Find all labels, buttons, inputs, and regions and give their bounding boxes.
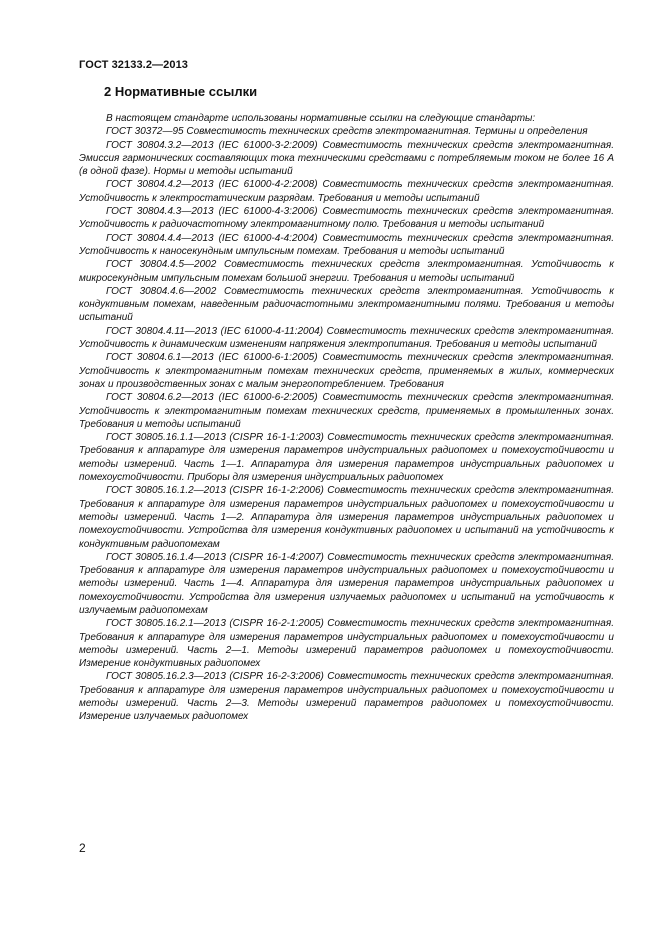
reference-item: ГОСТ 30805.16.1.2—2013 (CISPR 16-1-2:2006) Совместимость технических средств электромагнитная. Требования к аппаратуре для измерения параметров индустриальных радиопомех и помехоустойчивости и методы измерений. Часть 1—2. Аппаратура для измерения параметров индустриальных радиопомех и помехоустойчивости. Устройства для измерения кондуктивных радиопомех и испытаний на устойчивость к кондуктивным радиопомехам [79, 485, 614, 550]
reference-item: ГОСТ 30804.6.1—2013 (IEC 61000-6-1:2005) Совместимость технических средств электромагнитная. Устойчивость к электромагнитным помехам технических средств, применяемых в жилых, коммерческих зонах и производственных зонах с малым энергопотреблением. Требования [79, 352, 614, 390]
reference-item: ГОСТ 30805.16.2.3—2013 (CISPR 16-2-3:2006) Совместимость технических средств электромагнитная. Требования к аппаратуре для измерения параметров индустриальных радиопомех и помехоустойчивости и методы измерений. Часть 2—3. Методы измерений параметров радиопомех и помехоустойчивости. Измерение излучаемых радиопомех [79, 671, 614, 723]
document-header: ГОСТ 32133.2—2013 [79, 59, 189, 71]
reference-item: ГОСТ 30372—95 Совместимость технических средств электромагнитная. Термины и определения [106, 126, 588, 138]
references-body [79, 112, 614, 724]
intro-paragraph: В настоящем стандарте использованы нормативные ссылки на следующие стандарты: [106, 113, 536, 124]
reference-item: ГОСТ 30804.4.3—2013 (IEC 61000-4-3:2006) Совместимость технических средств электромагнитная. Устойчивость к радиочастотному электромагнитному полю. Требования и методы испытаний [79, 206, 614, 231]
reference-item: ГОСТ 30805.16.2.1—2013 (CISPR 16-2-1:2005) Совместимость технических средств электромагнитная. Требования к аппаратуре для измерения параметров индустриальных радиопомех и помехоустойчивости и методы измерений. Часть 2—1. Методы измерений параметров радиопомех и помехоустойчивости. Измерение кондуктивных радиопомех [79, 618, 614, 670]
reference-item: ГОСТ 30804.4.4—2013 (IEC 61000-4-4:2004) Совместимость технических средств электромагнитная. Устойчивость к наносекундным импульсным помехам. Требования и методы испытаний [79, 232, 614, 257]
page-number: 2 [79, 841, 86, 855]
reference-item: ГОСТ 30805.16.1.4—2013 (CISPR 16-1-4:2007) Совместимость технических средств электромагнитная. Требования к аппаратуре для измерения параметров индустриальных радиопомех и помехоустойчивости и методы измерений. Часть 1—4. Аппаратура для измерения параметров индустриальных радиопомех и помехоустойчивости. Устройства для измерения излучаемых радиопомех и испытаний на устойчивость к излучаемым радиопомехам [79, 551, 614, 616]
reference-item: ГОСТ 30804.6.2—2013 (IEC 61000-6-2:2005) Совместимость технических средств электромагнитная. Устойчивость к электромагнитным помехам технических средств, применяемых в промышленных зонах. Требования и методы испытаний [79, 392, 614, 430]
reference-item: ГОСТ 30804.3.2—2013 (IEC 61000-3-2:2009) Совместимость технических средств электромагнитная. Эмиссия гармонических составляющих тока техническими средствами с потребляемым током не более 16 А (в одной фазе). Нормы и методы испытаний [79, 139, 614, 178]
reference-item: ГОСТ 30805.16.1.1—2013 (CISPR 16-1-1:2003) Совместимость технических средств электромагнитная. Требования к аппаратуре для измерения параметров индустриальных радиопомех и помехоустойчивости и методы измерений. Часть 1—1. Аппаратура для измерения параметров индустриальных радиопомех и помехоустойчивости. Приборы для измерения индустриальных радиопомех [79, 432, 614, 484]
section-title: 2 Нормативные ссылки [104, 84, 258, 99]
reference-item: ГОСТ 30804.4.6—2002 Совместимость технических средств электромагнитная. Устойчивость к кондуктивным помехам, наведенным радиочастотными электромагнитными полями. Требования и методы испытаний [79, 285, 614, 324]
reference-item: ГОСТ 30804.4.11—2013 (IEC 61000-4-11:2004) Совместимость технических средств электромагнитная. Устойчивость к динамическим изменениям напряжения электропитания. Требования и методы испытаний [79, 325, 614, 351]
reference-item: ГОСТ 30804.4.2—2013 (IEC 61000-4-2:2008) Совместимость технических средств электромагнитная. Устойчивость к электростатическим разрядам. Требования и методы испытаний [79, 179, 614, 204]
reference-item: ГОСТ 30804.4.5—2002 Совместимость технических средств электромагнитная. Устойчивость к микросекундным импульсным помехам большой энергии. Требования и методы испытаний [79, 259, 614, 284]
